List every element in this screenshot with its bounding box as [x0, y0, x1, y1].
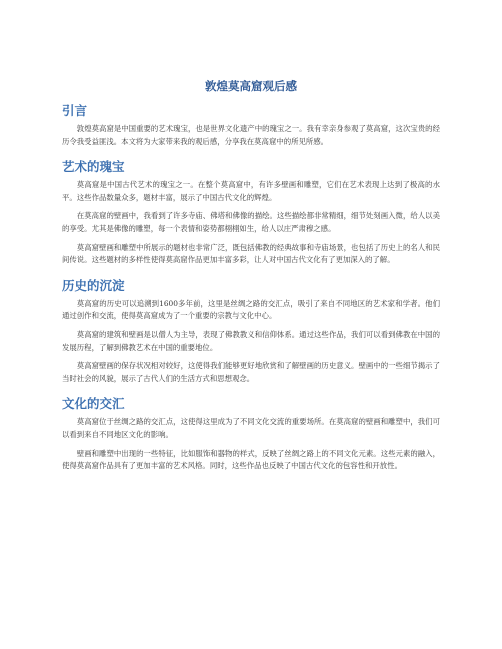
paragraph: 莫高窟的建筑和壁画是以僧人为主导，表现了佛教教义和信仰体系。通过这些作品，我们可以看到佛教在中国的发展历程，了解到佛教艺术在中国的重要地位。	[62, 329, 440, 352]
paragraph: 在莫高窟的壁画中，我看到了许多寺庙、佛塔和佛像的描绘。这些描绘都非常精细，细节处刻画入微，给人以美的享受。尤其是佛像的雕塑，每一个表情和姿势都栩栩如生，给人以庄严肃穆之感。	[62, 211, 440, 233]
section-intro	[62, 102, 440, 148]
section-heading: 文化的交汇	[62, 396, 125, 412]
paragraph: 莫高窟是中国古代艺术的瑰宝之一。在整个莫高窟中，有许多壁画和雕塑，它们在艺术表现上达到了极高的水平。这些作品数量众多，题材丰富，展示了中国古代文化的辉煌。	[62, 180, 440, 202]
section-heading: 引言	[62, 103, 88, 118]
section-history	[62, 277, 440, 386]
paragraph: 莫高窟的历史可以追溯到1600多年前，这里是丝绸之路的交汇点，吸引了来自不同地区的艺术家和学者。他们通过创作和交流，使得莫高窟成为了一个重要的宗教与文化中心。	[62, 298, 440, 321]
document-title: 敦煌莫高窟观后感	[205, 79, 297, 93]
section-cultural-exchange	[62, 395, 440, 472]
paragraph: 莫高窟壁画的保存状况相对较好，这使得我们能够更好地欣赏和了解壁画的历史意义。壁画中的一些细节揭示了当时社会的风貌，展示了古代人们的生活方式和思想观念。	[62, 361, 440, 383]
paragraph: 壁画和雕塑中出现的一些特征，比如服饰和器物的样式，反映了丝绸之路上的不同文化元素。这些元素的融入，使得莫高窟作品具有了更加丰富的艺术风格。同时，这些作品也反映了中国古代文化的包容性和开放性。	[62, 448, 440, 471]
paragraph: 莫高窟壁画和雕塑中所展示的题材也非常广泛，既包括佛教的经典故事和寺庙场景，也包括了历史上的名人和民间传说。这些题材的多样性使得莫高窟作品更加丰富多彩，让人对中国古代文化有了更加深入的了解。	[62, 242, 440, 265]
paragraph: 莫高窟位于丝绸之路的交汇点，这使得这里成为了不同文化交流的重要场所。在莫高窟的壁画和雕塑中，我们可以看到来自不同地区文化的影响。	[62, 417, 440, 439]
section-heading: 历史的沉淀	[62, 277, 125, 293]
section-art-treasure	[62, 158, 440, 267]
paragraph: 敦煌莫高窟是中国重要的艺术瑰宝，也是世界文化遗产中的瑰宝之一。我有幸亲身参观了莫高窟，这次宝贵的经历令我受益匪浅。本文将为大家带来我的观后感，分享我在莫高窟中的所见所感。	[62, 124, 440, 146]
section-heading: 艺术的瑰宝	[62, 159, 125, 175]
